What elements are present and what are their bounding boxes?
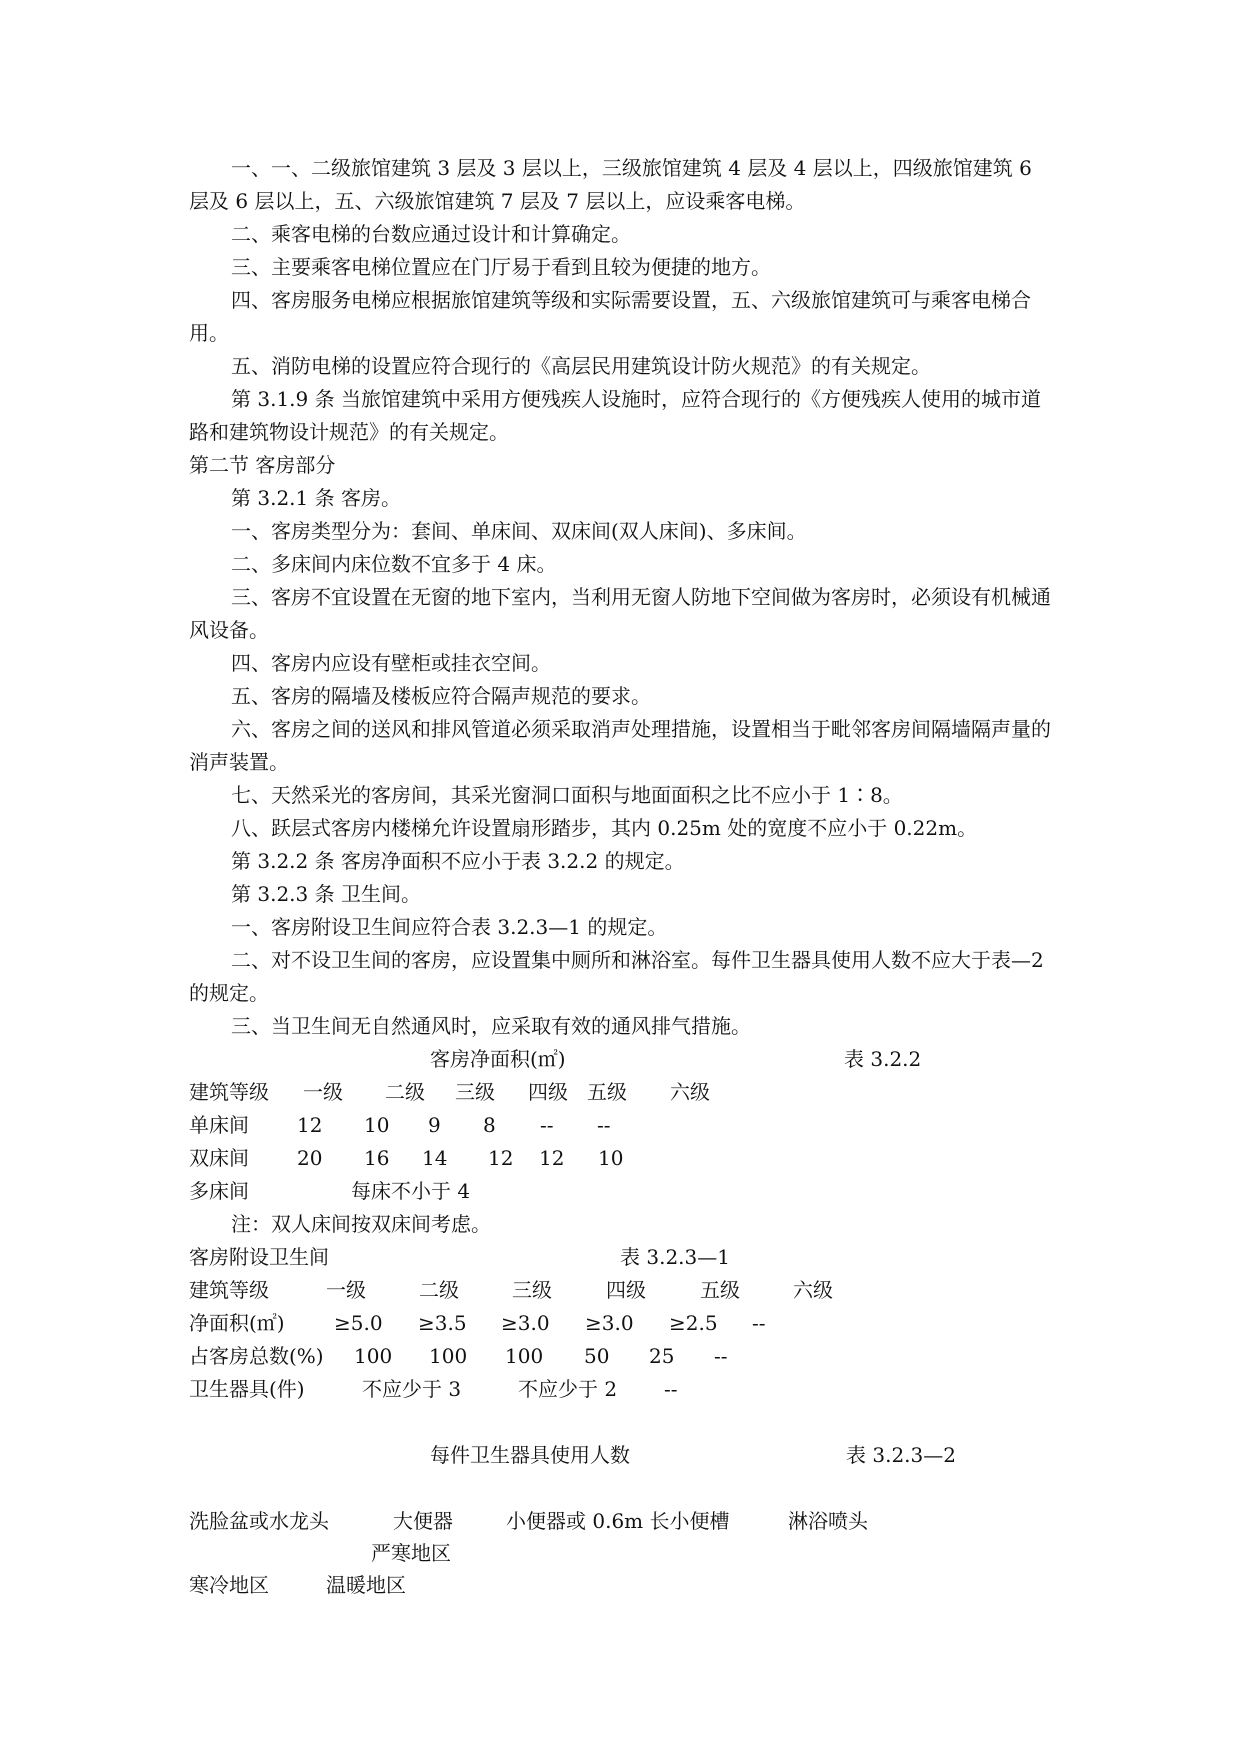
paragraph-clause-3-2-1: 第 3.2.1 条 客房。 — [231, 486, 401, 510]
table-cell: 8 — [483, 1113, 496, 1137]
table-header-cell: 五级 — [587, 1080, 627, 1104]
table-header-cell: 三级 — [455, 1080, 495, 1104]
table-subheader-cell: 温暖地区 — [326, 1573, 406, 1597]
paragraph-ventilation-ducts: 六、客房之间的送风和排风管道必须采取消声处理措施，设置相当于毗邻客房间隔墙隔声量的消声装置。 — [189, 717, 1051, 774]
table-cell: 12 — [539, 1146, 565, 1170]
table-label: 表 3.2.2 — [844, 1047, 922, 1071]
paragraph-clause-3-2-3: 第 3.2.3 条 卫生间。 — [231, 882, 421, 906]
table-cell: 不应少于 3 — [362, 1377, 462, 1401]
table-header-cell: 大便器 — [393, 1509, 453, 1533]
paragraph-wardrobe: 四、客房内应设有壁柜或挂衣空间。 — [231, 651, 551, 675]
table-cell: 12 — [488, 1146, 514, 1170]
table-cell: -- — [752, 1311, 766, 1335]
table-cell: ≥3.0 — [585, 1311, 634, 1335]
table-title: 客房净面积(㎡) — [430, 1047, 566, 1071]
table-cell: 9 — [428, 1113, 441, 1137]
paragraph-exhaust: 三、当卫生间无自然通风时，应采取有效的通风排气措施。 — [231, 1014, 751, 1038]
table-header-cell: 洗脸盆或水龙头 — [189, 1509, 329, 1533]
paragraph-bed-count: 二、多床间内床位数不宜多于 4 床。 — [231, 552, 557, 576]
table-cell: 100 — [354, 1344, 393, 1368]
table-header-cell: 一级 — [326, 1278, 366, 1302]
table-note: 注：双人床间按双床间考虑。 — [231, 1212, 491, 1236]
table-cell: 10 — [598, 1146, 624, 1170]
table-header-cell: 四级 — [528, 1080, 568, 1104]
table-header-cell: 六级 — [670, 1080, 710, 1104]
table-cell: 单床间 — [189, 1113, 249, 1137]
table-title: 客房附设卫生间 — [189, 1245, 329, 1269]
table-cell: 50 — [584, 1344, 610, 1368]
table-cell: 卫生器具(件) — [189, 1377, 305, 1401]
table-header-cell: 三级 — [512, 1278, 552, 1302]
table-cell: -- — [664, 1377, 678, 1401]
section-heading: 第二节 客房部分 — [189, 453, 336, 477]
paragraph-service-elevator: 四、客房服务电梯应根据旅馆建筑等级和实际需要设置，五、六级旅馆建筑可与乘客电梯合用。 — [189, 288, 1031, 345]
table-header-cell: 二级 — [419, 1278, 459, 1302]
table-header-cell: 小便器或 0.6m 长小便槽 — [506, 1509, 730, 1533]
table-label: 表 3.2.3—2 — [846, 1443, 956, 1467]
table-header-cell: 建筑等级 — [189, 1278, 269, 1302]
table-header-cell: 二级 — [385, 1080, 425, 1104]
table-cell: ≥3.0 — [501, 1311, 550, 1335]
table-cell: 20 — [297, 1146, 323, 1170]
table-cell: 10 — [364, 1113, 390, 1137]
table-cell: 占客房总数(%) — [189, 1344, 324, 1368]
table-cell: 14 — [422, 1146, 448, 1170]
table-header-cell: 淋浴喷头 — [788, 1509, 868, 1533]
paragraph-bathroom-table: 一、客房附设卫生间应符合表 3.2.3—1 的规定。 — [231, 915, 668, 939]
table-label: 表 3.2.3—1 — [620, 1245, 730, 1269]
table-cell: -- — [597, 1113, 611, 1137]
paragraph-stairs: 八、跃层式客房内楼梯允许设置扇形踏步，其内 0.25m 处的宽度不应小于 0.22m。 — [231, 816, 978, 840]
paragraph-fire-elevator: 五、消防电梯的设置应符合现行的《高层民用建筑设计防火规范》的有关规定。 — [231, 354, 931, 378]
paragraph-elevator-floors: 一、一、二级旅馆建筑 3 层及 3 层以上，三级旅馆建筑 4 层及 4 层以上，四级旅馆建筑 6 层及 6 层以上，五、六级旅馆建筑 7 层及 7 层以上，应设乘客电梯。 — [189, 156, 1032, 213]
paragraph-clause-3-2-2: 第 3.2.2 条 客房净面积不应小于表 3.2.2 的规定。 — [231, 849, 685, 873]
table-header-cell: 一级 — [303, 1080, 343, 1104]
table-cell: 双床间 — [189, 1146, 249, 1170]
table-header-cell: 六级 — [793, 1278, 833, 1302]
paragraph-room-types: 一、客房类型分为：套间、单床间、双床间(双人床间)、多床间。 — [231, 519, 807, 543]
table-cell: 多床间 — [189, 1179, 249, 1203]
table-cell: -- — [540, 1113, 554, 1137]
table-cell: 每床不小于 4 — [351, 1179, 471, 1203]
table-title: 每件卫生器具使用人数 — [430, 1443, 630, 1467]
table-cell: 16 — [364, 1146, 390, 1170]
table-subheader-cell: 寒冷地区 — [189, 1573, 269, 1597]
table-header-cell: 四级 — [606, 1278, 646, 1302]
paragraph-elevator-position: 三、主要乘客电梯位置应在门厅易于看到且较为便捷的地方。 — [231, 255, 771, 279]
paragraph-clause-3-1-9: 第 3.1.9 条 当旅馆建筑中采用方便残疾人设施时，应符合现行的《方便残疾人使用的城市道路和建筑物设计规范》的有关规定。 — [189, 387, 1041, 444]
table-cell: 100 — [505, 1344, 544, 1368]
table-cell: 25 — [649, 1344, 675, 1368]
table-cell: -- — [714, 1344, 728, 1368]
paragraph-elevator-count: 二、乘客电梯的台数应通过设计和计算确定。 — [231, 222, 631, 246]
table-cell: ≥3.5 — [418, 1311, 467, 1335]
table-subheader-cell: 严寒地区 — [371, 1541, 451, 1565]
table-header-cell: 建筑等级 — [189, 1080, 269, 1104]
table-header-cell: 五级 — [700, 1278, 740, 1302]
table-cell: 100 — [429, 1344, 468, 1368]
paragraph-shared-bathroom: 二、对不设卫生间的客房，应设置集中厕所和淋浴室。每件卫生器具使用人数不应大于表—2 的规定。 — [189, 948, 1044, 1005]
paragraph-partition: 五、客房的隔墙及楼板应符合隔声规范的要求。 — [231, 684, 651, 708]
paragraph-basement: 三、客房不宜设置在无窗的地下室内，当利用无窗人防地下空间做为客房时，必须设有机械通风设备。 — [189, 585, 1051, 642]
table-cell: 12 — [297, 1113, 323, 1137]
table-cell: 净面积(㎡) — [189, 1311, 285, 1335]
table-cell: 不应少于 2 — [518, 1377, 618, 1401]
paragraph-daylight: 七、天然采光的客房间，其采光窗洞口面积与地面面积之比不应小于 1∶8。 — [231, 783, 903, 807]
table-cell: ≥2.5 — [669, 1311, 718, 1335]
table-cell: ≥5.0 — [334, 1311, 383, 1335]
